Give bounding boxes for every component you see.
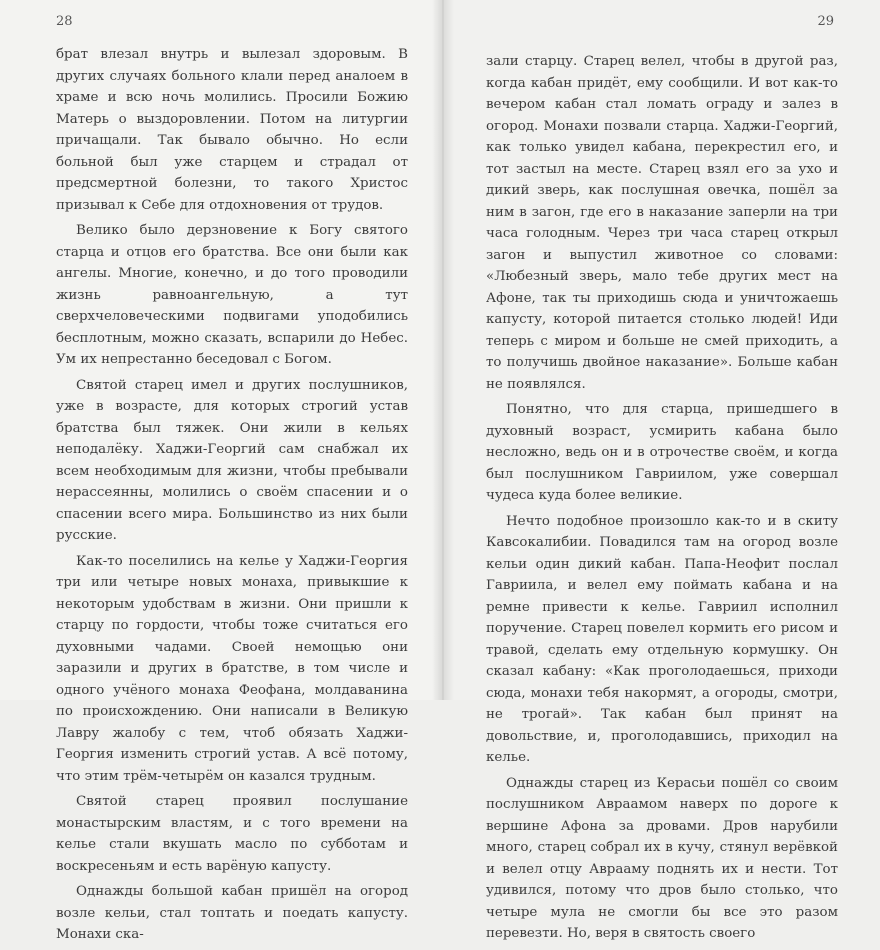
paragraph: брат влезал внутрь и вылезал здоровым. В других случаях больного клали перед аналоем в храме и всю ночь молились. Просили Божию Матерь о выздоровлении. Потом на литургии причащали. Так бывало обычно. Но если больной был уже старцем и страдал от предсмертной болезни, то такого Христос призывал к Себе для отдохновения от трудов. <box>56 47 408 213</box>
paragraph: Однажды старец из Керасьи пошёл со своим послушником Авраамом наверх по дороге к вершине Афона за дровами. Дров нарубили много, старец собрал их в кучу, стянул верёвкой и велел отцу Аврааму поднять их и нести. Тот удивился, потому что дров было столько, что четыре мула не смогли бы все это разом перевезти. Но, веря в святость своего <box>486 775 838 941</box>
page-number-left: 28 <box>56 14 73 29</box>
paragraph: Святой старец имел и других послушников, уже в возрасте, для которых строгий устав братства был тяжек. Они жили в кельях неподалёку. Хаджи-Георгий сам снабжал их всем необходимым для жизни, чтобы пребывали нерассеянны, молились о своём спасении и о спасении всего мира. Большинство из них были русские. <box>56 377 408 543</box>
left-page <box>0 0 442 942</box>
page-number-right: 29 <box>817 14 834 29</box>
paragraph: Святой старец проявил послушание монастырским властям, и с того времени на келье стали вкушать масло по субботам и воскресеньям и есть варёную капусту. <box>56 794 408 874</box>
paragraph: Нечто подобное произошло как-то и в скиту Кавсокалибии. Повадился там на огород возле кельи один дикий кабан. Папа-Неофит послал Гавриила, и велел ему поймать кабана и на ремне привести к келье. Гавриил исполнил поручение. Старец повелел кормить его рисом и травой, сделать ему отдельную кормушку. Он сказал кабану: «Как проголодаешься, приходи сюда, монахи тебя накормят, а огороды, смотри, не трогай». Так кабан был принят на довольствие, и, проголодавшись, приходил на келье. <box>486 513 838 765</box>
paragraph: Однажды большой кабан пришёл на огород возле кельи, стал топтать и поедать капусту. Монахи ска- <box>56 884 408 942</box>
book-gutter-shadow <box>432 0 454 700</box>
paragraph: Велико было дерзновение к Богу святого старца и отцов его братства. Все они были как ангелы. Многие, конечно, и до того проводили жизнь равноангельную, а тут сверхчеловеческими подвигами уподобились бесплотным, можно сказать, вспарили до Небес. Ум их непрестанно беседовал с Богом. <box>56 223 408 367</box>
right-page <box>442 0 880 941</box>
right-page-text <box>486 51 838 949</box>
left-page-text <box>56 44 408 950</box>
paragraph: зали старцу. Старец велел, чтобы в другой раз, когда кабан придёт, ему сообщили. И вот как-то вечером кабан стал ломать ограду и залез в огород. Монахи позвали старца. Хаджи-Георгий, как только увидел кабана, перекрестил его, и тот застыл на месте. Старец взял его за ухо и дикий зверь, как послушная овечка, пошёл за ним в загон, где его в наказание заперли на три часа голодным. Через три часа старец открыл загон и выпустил животное со словами: «Любезный зверь, мало тебе других мест на Афоне, так ты приходишь сюда и уничтожаешь капусту, которой питается столько людей! Иди теперь с миром и больше не смей приходить, а то получишь двойное наказание». Больше кабан не появлялся. <box>486 54 838 392</box>
paragraph: Понятно, что для старца, пришедшего в духовный возраст, усмирить кабана было несложно, ведь он и в отрочестве своём, и когда был послушником Гавриилом, уже совершал чудеса куда более великие. <box>486 402 838 503</box>
paragraph: Как-то поселились на келье у Хаджи-Георгия три или четыре новых монаха, привыкшие к некоторым удобствам в жизни. Они пришли к старцу по гордости, чтобы тоже считаться его духовными чадами. Своей немощью они заразили и других в братстве, в том числе и одного учёного монаха Феофана, молдаванина по происхождению. Они написали в Великую Лавру жалобу с тем, чтоб обязать Хаджи-Георгия изменить строгий устав. А всё потому, что этим трём-четырём он казался трудным. <box>56 553 408 784</box>
